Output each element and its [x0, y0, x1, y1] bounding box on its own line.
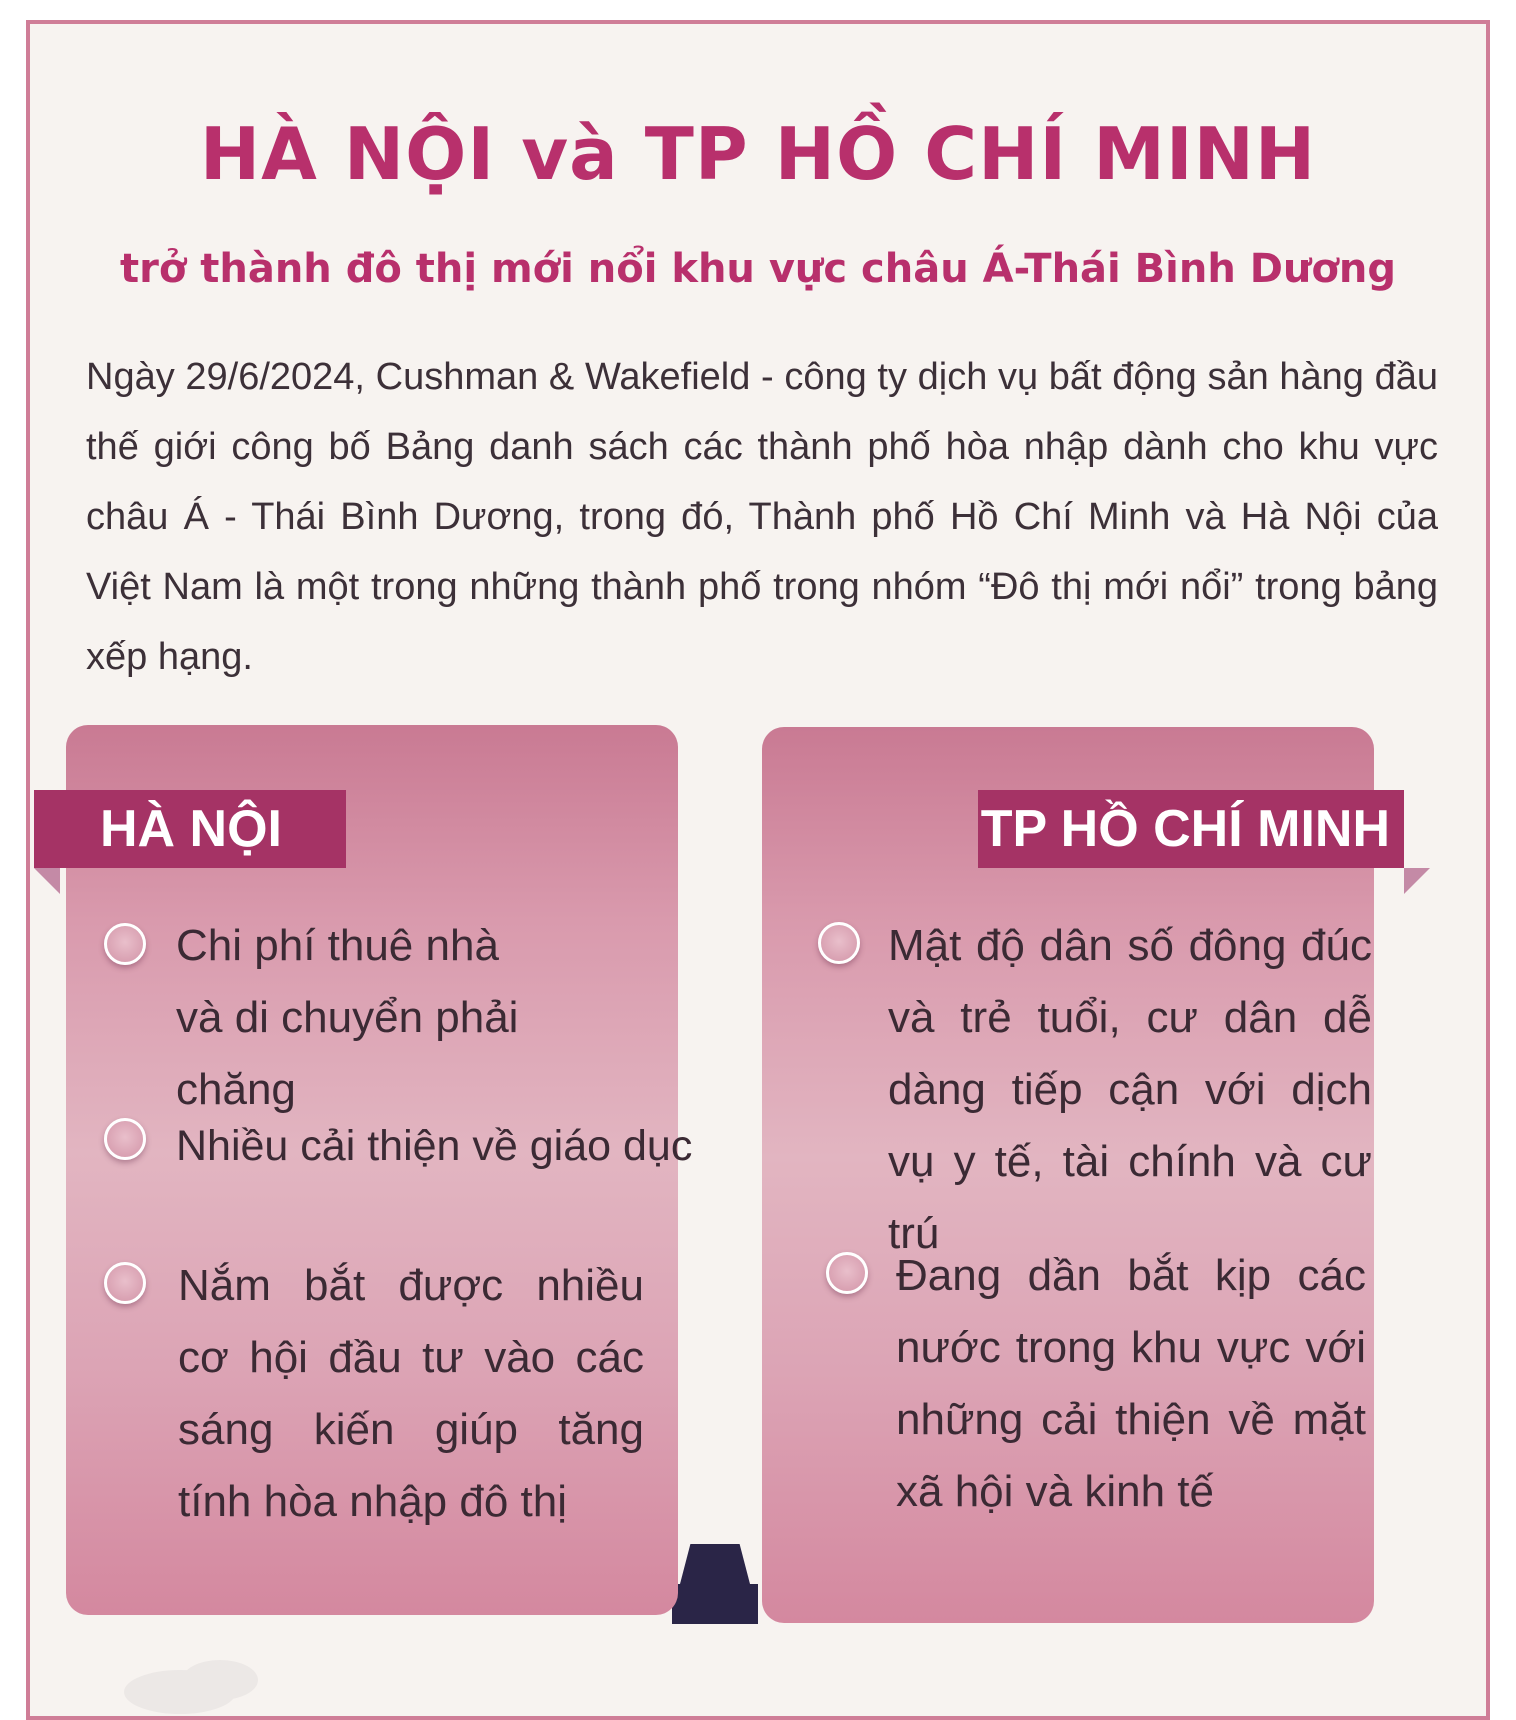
hanoi-ribbon: HÀ NỘI	[34, 790, 346, 868]
hcmc-item: Đang dần bắt kịp các nước trong khu vực với những cải thiện về mặt xã hội và kinh tế	[896, 1251, 1366, 1516]
bullet-icon	[104, 1262, 146, 1304]
hanoi-item: Nắm bắt được nhiều cơ hội đầu tư vào các sáng kiến giúp tăng tính hòa nhập đô thị	[178, 1261, 644, 1526]
bullet-icon	[826, 1252, 868, 1294]
page-subtitle: trở thành đô thị mới nổi khu vực châu Á-Thái Bình Dương	[119, 246, 1397, 292]
tower-icon	[672, 1544, 758, 1624]
hanoi-item: Chi phí thuê nhà và di chuyển phải chăng	[176, 921, 519, 1114]
bullet-icon	[104, 1118, 146, 1160]
bullet-icon	[818, 922, 860, 964]
ribbon-fold-right	[1404, 868, 1430, 894]
hcmc-item: Mật độ dân số đông đúc và trẻ tuổi, cư dân dễ dàng tiếp cận với dịch vụ y tế, tài chính và cư trú	[888, 921, 1372, 1258]
hanoi-item: Nhiều cải thiện về giáo dục	[176, 1122, 693, 1170]
cloud-icon	[124, 1660, 258, 1714]
hcmc-ribbon: TP HỒ CHÍ MINH	[978, 790, 1404, 868]
ribbon-fold-left	[34, 868, 60, 894]
page-title: HÀ NỘI và TP HỒ CHÍ MINH	[199, 112, 1317, 196]
bullet-icon	[104, 923, 146, 965]
intro-paragraph: Ngày 29/6/2024, Cushman & Wakefield - công ty dịch vụ bất động sản hàng đầu thế giới công bố Bảng danh sách các thành phố hòa nhập dành cho khu vực châu Á - Thái Bình Dương, trong đó, Thành phố Hồ Chí Minh và Hà Nội của Việt Nam là một trong những thành phố trong nhóm “Đô thị mới nổi” trong bảng xếp hạng.	[86, 356, 1438, 678]
